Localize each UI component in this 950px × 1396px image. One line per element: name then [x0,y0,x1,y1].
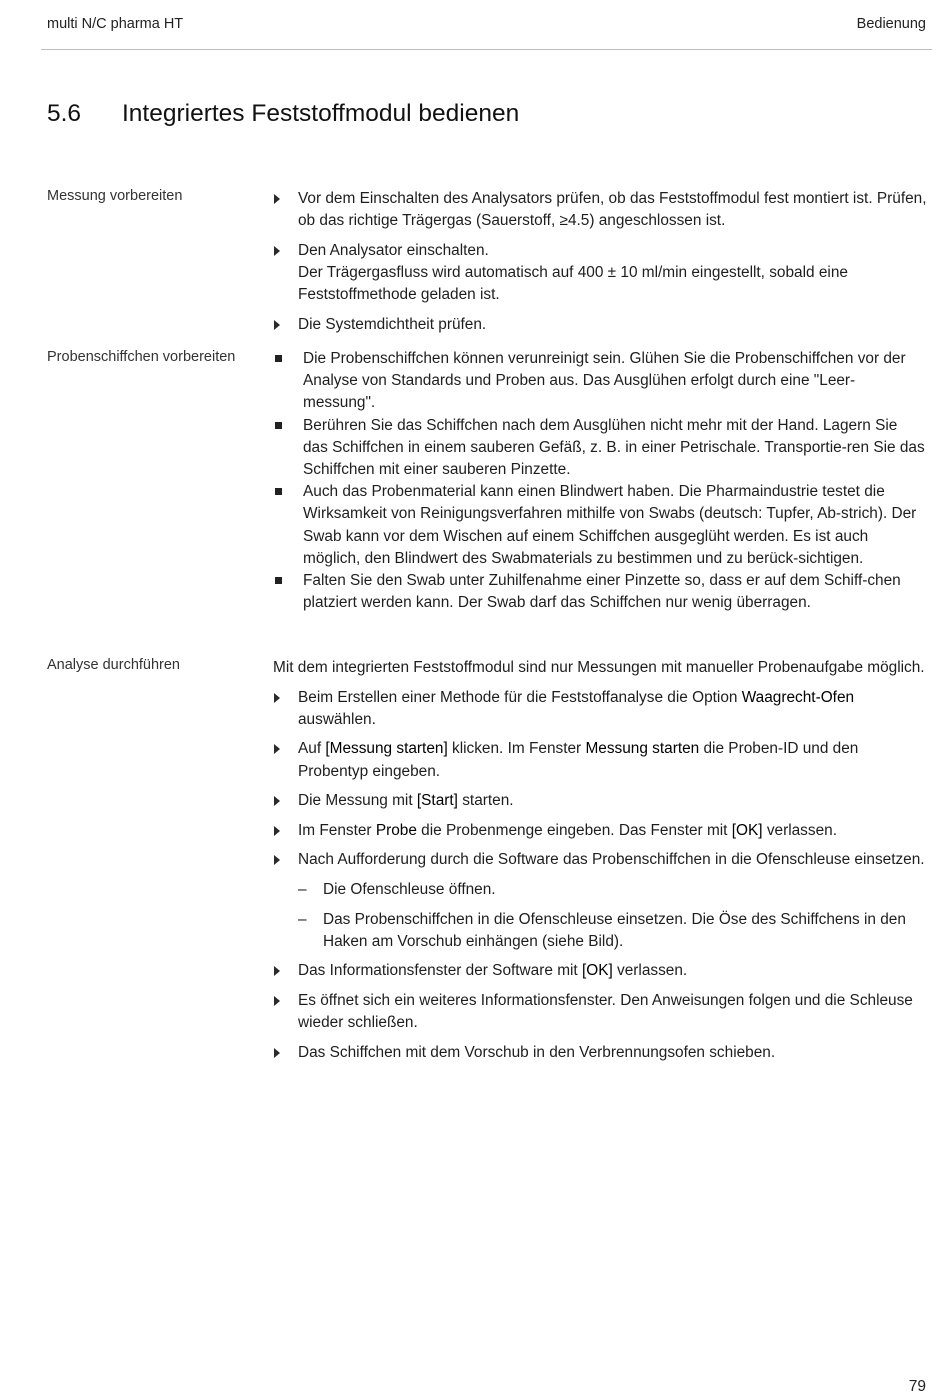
step-item [273,314,928,336]
section-title: Integriertes Feststoffmodul bedienen [122,100,520,127]
note-text: Die Probenschiffchen können verunreinigt sein. Glühen Sie die Probenschiffchen vor der Analyse von Standards und Proben aus. Das Ausglühen erfolgt durch eine "Leer-messung". [303,350,906,412]
step-text: Im Fenster [298,821,376,839]
step-item [273,687,928,731]
side-label-perform-analysis: Analyse durchführen [47,657,180,673]
step-text: Das Informationsfenster der Software mit [298,962,582,980]
ui-option-horizontal-furnace: Waagrecht-Ofen [741,688,855,706]
note-text: Auch das Probenmaterial kann einen Blindwert haben. Die Pharmaindustrie testet die Wirksamkeit von Reinigungsverfahren mithilfe von Swabs (deutsch: Tupfer, Ab-strich). Der Swab kann vor dem Wischen auf einem Schiffchen ausgeglüht werden. Es ist auch möglich, den Blindwert des Swabmaterials zu bestimmen und zu berück-sichtigen. [303,483,917,567]
step-result-text: Der Trägergasfluss wird automatisch auf 400 ± 10 ml/min eingestellt, sobald eine Feststoffmethode geladen ist. [298,264,848,304]
perform-analysis-steps [273,657,928,1071]
section-heading [47,100,519,128]
note-item [273,570,925,614]
step-text: Den Analysator einschalten. [298,241,489,259]
header-document-title: multi N/C pharma HT [47,16,184,32]
step-text: Nach Aufforderung durch die Software das Probenschiffchen in die Ofenschleuse einsetzen. [298,851,925,869]
ui-button-start: [Start] [416,792,458,810]
ui-window-start-measurement: Messung starten [585,740,700,758]
step-text: verlassen. [612,962,688,980]
step-text: Beim Erstellen einer Methode für die Feststoffanalyse die Option [298,688,742,706]
step-text: starten. [457,792,514,810]
step-item [273,849,928,871]
side-label-prepare-measurement: Messung vorbereiten [47,188,183,204]
step-text: auswählen. [298,710,376,728]
step-text: Vor dem Einschalten des Analysators prüfen, ob das Feststoffmodul fest montiert ist. Prüfen, ob das richtige Trägergas (Sauerstoff, ≥4.5) angeschlossen ist. [298,190,927,230]
section-number: 5.6 [47,100,82,127]
sub-step-text: Das Probenschiffchen in die Ofenschleuse einsetzen. Die Öse des Schiffchens in den Haken am Vorschub einhängen (siehe Bild). [323,910,906,950]
step-text: Es öffnet sich ein weiteres Informationsfenster. Den Anweisungen folgen und die Schleuse wieder schließen. [298,991,913,1032]
step-text: klicken. Im Fenster [447,740,586,758]
step-item [273,738,928,782]
step-item [273,1042,928,1064]
ui-button-ok: [OK] [731,821,763,839]
step-text: die Proben-ID und den Probentyp eingeben. [298,740,859,780]
prepare-measurement-steps [273,188,928,343]
prepare-boats-notes [273,348,925,614]
note-item [273,348,925,415]
note-text: Falten Sie den Swab unter Zuhilfenahme einer Pinzette so, dass er auf dem Schiff-chen platziert werden kann. Der Swab darf das Schiffchen nur wenig überragen. [303,572,901,612]
header-chapter: Bedienung [856,16,926,32]
sub-step-text: Die Ofenschleuse öffnen. [323,880,496,898]
ui-window-sample: Probe [375,821,417,839]
step-text: Die Systemdichtheit prüfen. [298,315,487,333]
step-item [273,790,928,812]
analysis-intro: Mit dem integrierten Feststoffmodul sind nur Messungen mit manueller Probenaufgabe möglich. [273,659,925,676]
sub-step-item [273,909,928,953]
step-item [273,990,928,1034]
note-item [273,481,925,570]
ui-button-start-measurement: [Messung starten] [325,740,448,758]
note-item [273,415,925,482]
step-item [273,188,928,232]
sub-step-item [273,879,928,901]
step-item [273,960,928,982]
step-text: Die Messung mit [298,792,417,810]
step-text: verlassen. [762,821,837,839]
step-text: Auf [298,740,326,758]
note-text: Berühren Sie das Schiffchen nach dem Ausglühen nicht mehr mit der Hand. Lagern Sie das Schiffchen in einem sauberen Gefäß, z. B. in einer Petrischale. Transportie-ren Sie das Schiffchen mit einer sauberen Pinzette. [303,416,925,479]
side-label-prepare-boats: Probenschiffchen vorbereiten [47,349,236,365]
page-number: 79 [908,1378,926,1395]
step-item [273,240,928,307]
step-text: die Probenmenge eingeben. Das Fenster mit [416,821,732,839]
step-text: Das Schiffchen mit dem Vorschub in den Verbrennungsofen schieben. [298,1043,776,1061]
header-divider [41,49,932,50]
ui-button-ok: [OK] [581,962,613,980]
step-item [273,820,928,842]
